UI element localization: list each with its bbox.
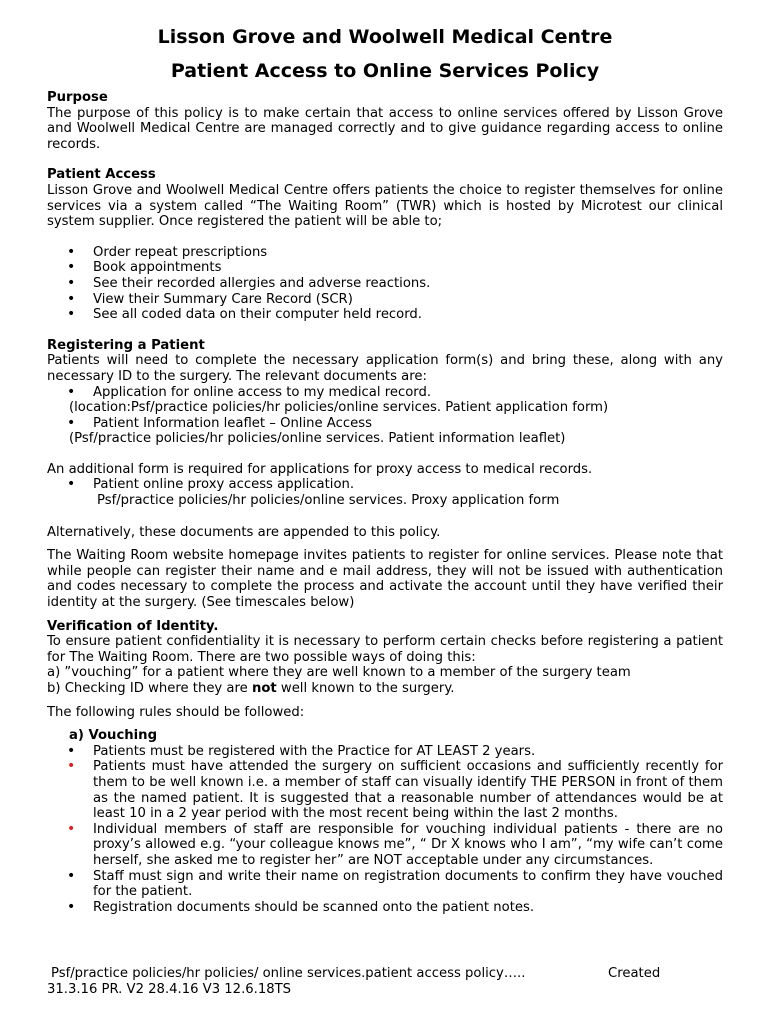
patient-access-section	[47, 167, 723, 322]
list-item: • Registration documents should be scanned onto the patient notes.	[47, 900, 723, 916]
proxy-list	[47, 477, 723, 493]
proxy-location: Psf/practice policies/hr policies/online services. Proxy application form	[97, 493, 560, 509]
footer-versions: 31.3.16 PR. V2 28.4.16 V3 12.6.18TS	[47, 982, 292, 997]
footer-path: Psf/practice policies/hr policies/ online services.patient access policy…..	[51, 966, 526, 981]
purpose-text: The purpose of this policy is to make certain that access to online services offered by Lisson Grove and Woolwell Medical Centre are managed correctly and to give guidance regarding access to online records.	[47, 105, 723, 152]
doc1-location: (location:Psf/practice policies/hr policies/online services. Patient application form)	[69, 400, 609, 416]
list-item: • Patient online proxy access application.	[47, 477, 723, 493]
appended-note: Alternatively, these documents are appended to this policy.	[47, 524, 441, 540]
document-subtitle: Patient Access to Online Services Policy	[170, 60, 600, 82]
patient-access-heading: Patient Access	[47, 167, 156, 183]
way-b	[47, 681, 723, 697]
list-item: • See their recorded allergies and adverse reactions.	[47, 276, 723, 292]
list-item: • View their Summary Care Record (SCR)	[47, 292, 723, 308]
documents-list	[47, 385, 723, 401]
list-item: • Patient Information leaflet – Online Access	[47, 416, 723, 432]
vouching-label: a) Vouching	[69, 728, 158, 744]
proxy-text: An additional form is required for applications for proxy access to medical records.	[47, 461, 593, 477]
document-page	[47, 26, 723, 915]
list-item: • Patients must be registered with the Practice for AT LEAST 2 years.	[47, 744, 723, 760]
way-a: a) ”vouching” for a patient where they are well known to a member of the surgery team	[47, 665, 631, 681]
purpose-heading: Purpose	[47, 90, 108, 105]
list-item: • Application for online access to my medical record.	[47, 385, 723, 401]
verification-text: To ensure patient confidentiality it is necessary to perform certain checks before registering a patient for The Waiting Room. There are two possible ways of doing this:	[47, 634, 723, 665]
registering-section	[47, 338, 723, 611]
list-item: • Individual members of staff are responsible for vouching individual patients - there are no proxy’s allowed e.g. “your colleague knows me”, “ Dr X knows who I am”, “my wife can’t come herself, she asked me to register her” are NOT acceptable under any circumstances.	[47, 822, 723, 869]
purpose-section	[47, 90, 723, 152]
rules-intro: The following rules should be followed:	[47, 704, 305, 720]
footer-created: Created	[608, 966, 661, 981]
list-item: • Patients must have attended the surgery on sufficient occasions and sufficiently recently for them to be well known i.e. a member of staff can visually identify THE PERSON in front of them as the named patient. It is suggested that a reasonable number of attendances would be at least 10 in a 2 year period with the most recent being within the last 2 months.	[47, 759, 723, 821]
documents-list-2	[47, 416, 723, 432]
list-item: • Staff must sign and write their name on registration documents to confirm they have vouched for the patient.	[47, 869, 723, 900]
document-title: Lisson Grove and Woolwell Medical Centre	[157, 26, 613, 48]
verification-heading: Verification of Identity.	[47, 618, 219, 634]
way-b-post: well known to the surgery.	[276, 681, 455, 696]
registering-heading: Registering a Patient	[47, 337, 205, 353]
verification-section	[47, 619, 723, 916]
way-b-pre: b) Checking ID where they are	[47, 681, 252, 696]
list-item: • Order repeat prescriptions	[47, 245, 723, 261]
patient-access-text: Lisson Grove and Woolwell Medical Centre offers patients the choice to register themselves for online services via a system called “The Waiting Room” (TWR) which is hosted by Microtest our clinical system supplier. Once registered the patient will be able to;	[47, 182, 723, 230]
list-item: • Book appointments	[47, 260, 723, 276]
services-list	[47, 245, 723, 323]
rules-list	[47, 744, 723, 916]
list-item: • See all coded data on their computer held record.	[47, 307, 723, 323]
doc2-location: (Psf/practice policies/hr policies/online services. Patient information leaflet)	[69, 431, 566, 447]
page-footer	[47, 966, 723, 998]
twr-text: The Waiting Room website homepage invites patients to register for online services. Please note that while people can register their name and e mail address, they will not be issued with authentication and codes necessary to complete the process and activate the account until they have verified their identity at the surgery. (See timescales below)	[47, 548, 723, 611]
way-b-bold: not	[251, 681, 277, 696]
registering-text: Patients will need to complete the necessary application form(s) and bring these, along with any necessary ID to the surgery. The relevant documents are:	[47, 353, 723, 384]
